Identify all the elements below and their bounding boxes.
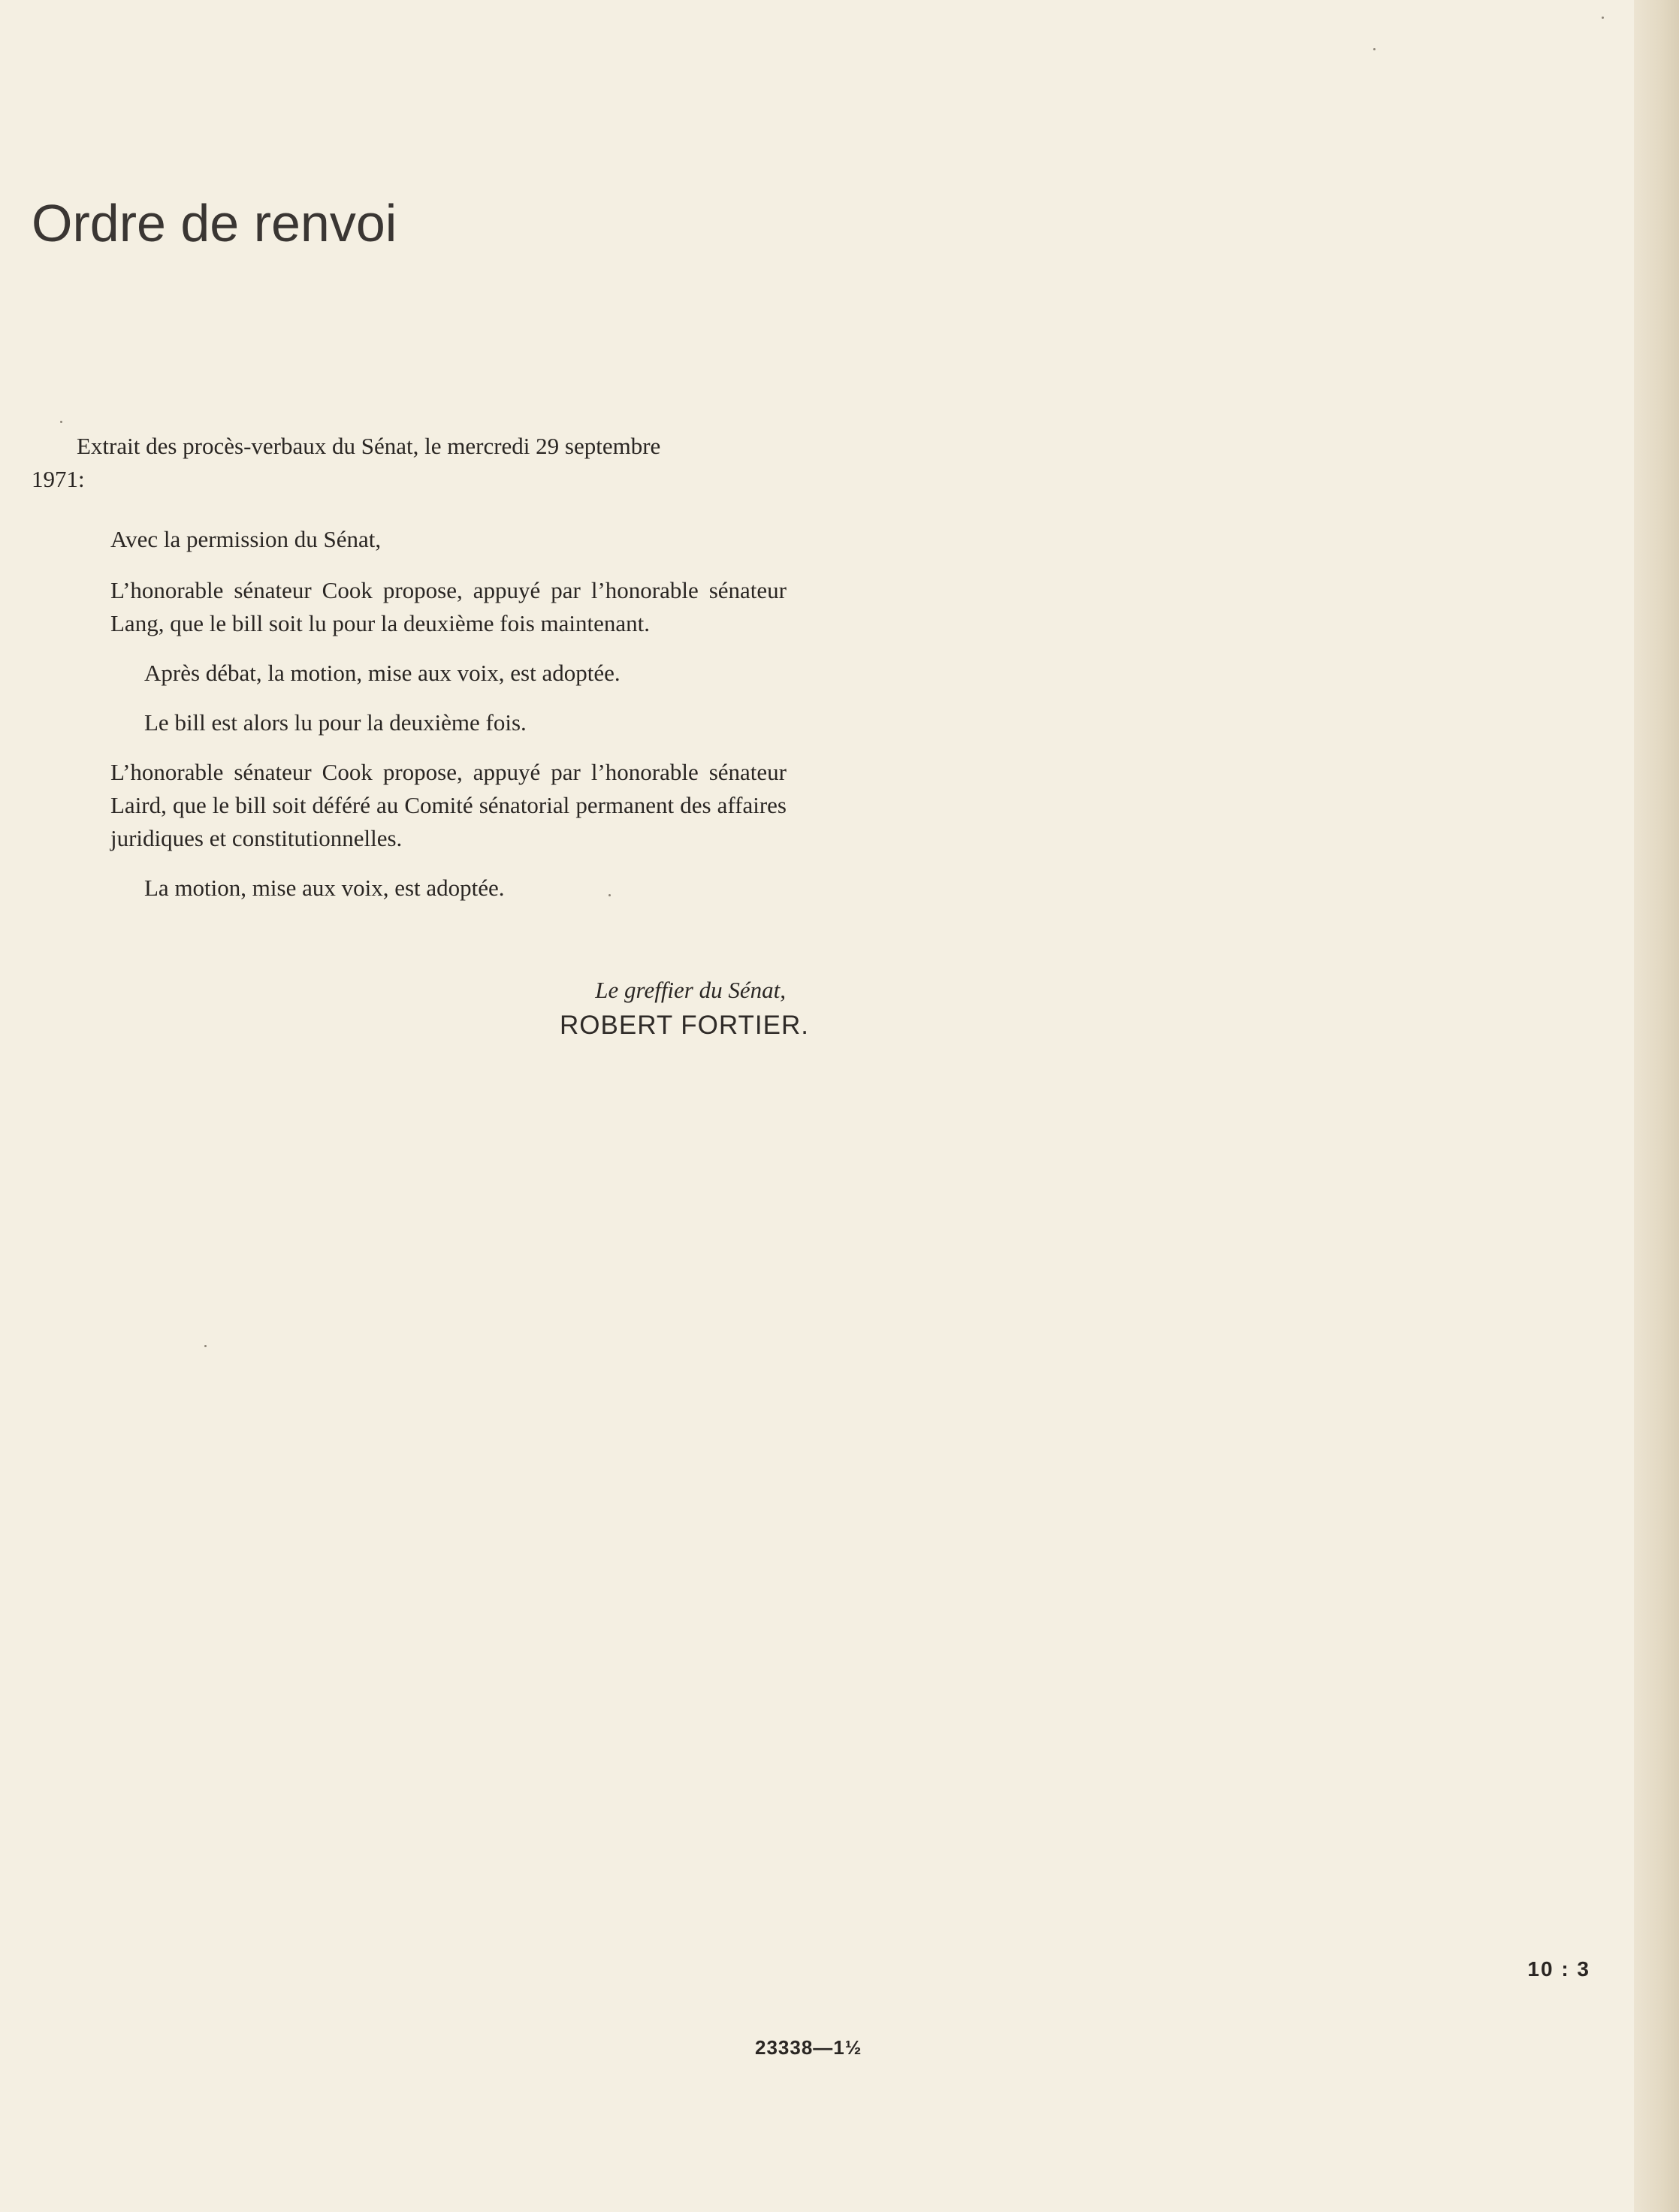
signature-role: Le greffier du Sénat,: [595, 977, 786, 1003]
print-code: 23338—1½: [755, 2036, 862, 2059]
page-edge: [1634, 0, 1679, 2212]
extract-paragraph: L’honorable sénateur Cook propose, appuyé par l’honorable sénateur Lang, que le bill soit lu pour la deuxième fois maintenant.: [110, 577, 787, 636]
extract-intro: Extrait des procès-verbaux du Sénat, le mercredi 29 septembre: [77, 433, 661, 459]
paper-speck: [608, 894, 611, 896]
extract-paragraph: L’honorable sénateur Cook propose, appuyé par l’honorable sénateur Laird, que le bill soit déféré au Comité sénatorial permanent des affaires juridiques et constitutionnelles.: [110, 759, 787, 851]
signature-name: ROBERT FORTIER.: [560, 1011, 809, 1040]
page-title: Ordre de renvoi: [32, 194, 397, 252]
page-number: 10 : 3: [1527, 1957, 1590, 1981]
paper-speck: [204, 1345, 207, 1347]
extract-paragraph: Le bill est alors lu pour la deuxième fois.: [144, 709, 527, 736]
extract-body: [32, 430, 787, 905]
paper-speck: [60, 421, 62, 423]
paper-speck: [1602, 17, 1604, 19]
extract-intro-year: 1971:: [32, 466, 85, 492]
paper-speck: [1373, 48, 1376, 50]
extract-paragraph: Après débat, la motion, mise aux voix, est adoptée.: [144, 660, 621, 686]
extract-paragraph: La motion, mise aux voix, est adoptée.: [144, 875, 505, 901]
extract-paragraph: Avec la permission du Sénat,: [110, 526, 382, 552]
